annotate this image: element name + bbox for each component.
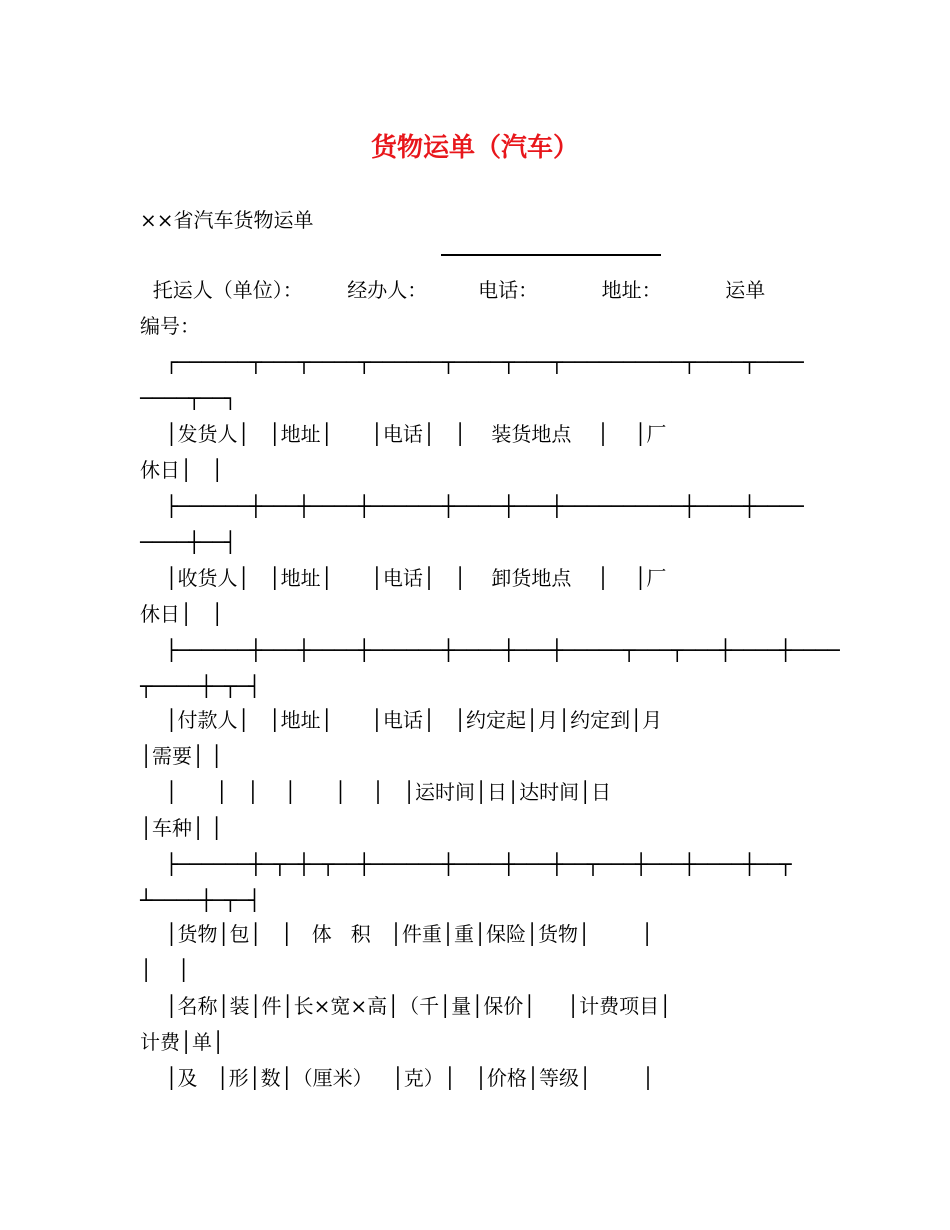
table-row: 计费│单│ [140, 1030, 225, 1054]
table-row: │车种│ │ [140, 816, 223, 840]
table-row: │付款人│ │地址│ │电话│ │约定起│月│约定到│月 [140, 708, 663, 732]
table-row: ├──────┼───┼────┼──────┼────┼───┼──────────┼────┼──── [140, 494, 804, 518]
table-row: │ │ │ │ │ │ │运时间│日│达时间│日 [140, 780, 612, 804]
table-row: │收货人│ │地址│ │电话│ │ 卸货地点 │ │厂 [140, 566, 667, 590]
table-row: 休日│ │ [140, 458, 224, 482]
table-row: 休日│ │ [140, 602, 224, 626]
table-row: ┴────┼─┬─┤ [140, 888, 261, 912]
table-row: │需要│ │ [140, 744, 223, 768]
underline-rule [441, 254, 661, 256]
table-row: │及 │形│数│（厘米） │克）│ │价格│等级│ │ [140, 1066, 654, 1090]
table-row: │ │ [140, 958, 190, 982]
table-row: ────┬──┐ [140, 386, 237, 410]
table-row: ┌──────┬───┬────┬──────┬────┬───┬──────────┬────┬──── [140, 350, 804, 374]
document-title: 货物运单（汽车） [370, 133, 579, 163]
table-row: │货物│包│ │ 体 积 │件重│重│保险│货物│ │ [140, 922, 653, 946]
header-line-2: 编号： [140, 314, 200, 338]
table-row: ├──────┼─┬─┼─┬──┼──────┼────┼───┼──┬───┼───┼────┼──┬ [140, 852, 792, 876]
table-row: ────┼──┤ [140, 530, 237, 554]
table-row: ┬────┼─┬─┤ [140, 674, 261, 698]
header-line-1: 托运人（单位）： 经办人： 电话： 地址： 运单 [140, 278, 766, 302]
form-subtitle: ××省汽车货物运单 [140, 208, 314, 232]
table-row: │发货人│ │地址│ │电话│ │ 装货地点 │ │厂 [140, 422, 667, 446]
table-row: ├──────┼───┼────┼──────┼────┼───┼─────┬───┬───┼────┼──── [140, 638, 840, 662]
table-row: │名称│装│件│长×宽×高│（千│量│保价│ │计费项目│ [140, 994, 672, 1018]
